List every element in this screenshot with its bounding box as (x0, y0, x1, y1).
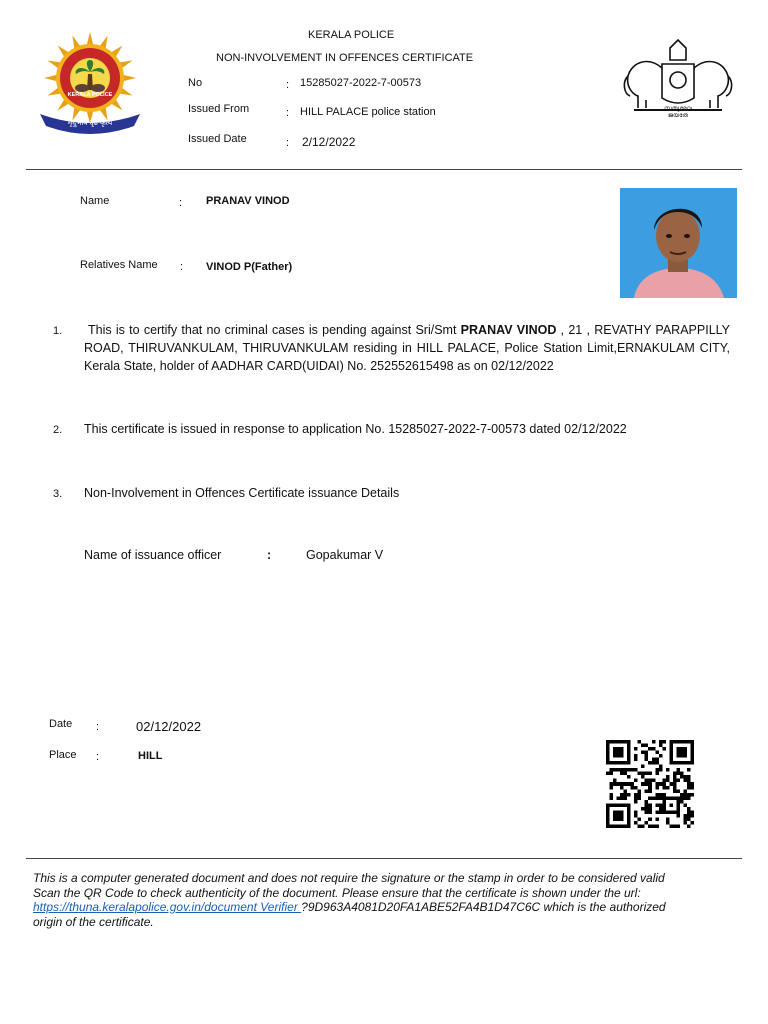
no-label: No (188, 77, 203, 89)
footer-divider (26, 858, 742, 859)
qr-code (604, 740, 696, 828)
no-sep: : (286, 79, 290, 91)
paragraph-1-name: PRANAV VINOD (460, 323, 557, 337)
applicant-photo (620, 188, 737, 298)
footer-line-2: Scan the QR Code to check authenticity of the document. Please ensure that the certificate is shown under the url: (33, 885, 641, 900)
item-number-2: 2. (53, 424, 63, 436)
certificate-title: NON-INVOLVEMENT IN OFFENCES CERTIFICATE (216, 52, 474, 64)
issued-from-value: HILL PALACE police station (300, 106, 436, 118)
header-divider (26, 169, 742, 170)
officer-label: Name of issuance officer (84, 548, 222, 562)
logo-ring-text: KERALA POLICE (67, 92, 113, 98)
relative-name-value: VINOD P(Father) (206, 261, 293, 273)
issued-date-sep: : (286, 137, 290, 149)
issued-from-sep: : (286, 107, 290, 119)
footer-note (33, 871, 733, 929)
officer-value: Gopakumar V (306, 548, 384, 562)
place-value: HILL (138, 750, 163, 762)
name-sep: : (179, 197, 183, 209)
item-number-3: 3. (53, 488, 63, 500)
item-number-1: 1. (53, 325, 63, 337)
place-sep: : (96, 751, 100, 763)
kerala-police-logo (34, 28, 146, 136)
name-label: Name (80, 195, 110, 207)
emblem-caption: സത്യമേവ ജയതേ (664, 106, 692, 119)
org-name: KERALA POLICE (308, 29, 395, 41)
footer-hash: ?9D963A4081D20FA1ABE52FA4B1D47C6C which is the authorized (301, 900, 666, 914)
place-label: Place (49, 749, 77, 761)
date-sep: : (96, 721, 100, 733)
paragraph-1-text-a: This is to certify that no criminal cases is pending against Sri/Smt (88, 323, 461, 337)
officer-sep: : (267, 548, 272, 562)
paragraph-2: This certificate is issued in response to application No. 15285027-2022-7-00573 dated 02/12/2022 (84, 422, 627, 436)
footer-line-4: origin of the certificate. (33, 914, 154, 929)
relative-name-label: Relatives Name (80, 259, 158, 271)
date-label: Date (49, 718, 73, 730)
paragraph-1 (84, 321, 730, 375)
issued-from-label: Issued From (188, 103, 250, 115)
name-value: PRANAV VINOD (206, 195, 290, 207)
footer-line-1: This is a computer generated document and does not require the signature or the stamp in order to be considered valid (33, 871, 665, 885)
kerala-emblem (618, 38, 738, 120)
paragraph-3: Non-Involvement in Offences Certificate issuance Details (84, 486, 400, 500)
no-value: 15285027-2022-7-00573 (300, 77, 422, 89)
date-value: 02/12/2022 (136, 719, 202, 734)
logo-motto: मृदुभावे दृढ कृत्ये (67, 118, 113, 127)
issued-date-value: 2/12/2022 (302, 135, 356, 149)
issued-date-label: Issued Date (188, 133, 247, 145)
verifier-link[interactable]: https://thuna.keralapolice.gov.in/document Verifier (33, 900, 302, 914)
relative-name-sep: : (180, 261, 184, 273)
footer-line-3 (33, 900, 733, 915)
paragraph-1-text-b: , 21 , REVATHY PARAPPILLY ROAD, THIRUVANKULAM, THIRUVANKULAM residing in HILL PALACE, Police Station Limit,ERNAKULAM CITY, Kerala State, holder of AADHAR CARD(UIDAI) No. 252552615498 as on 02/12/2022 (84, 323, 731, 373)
